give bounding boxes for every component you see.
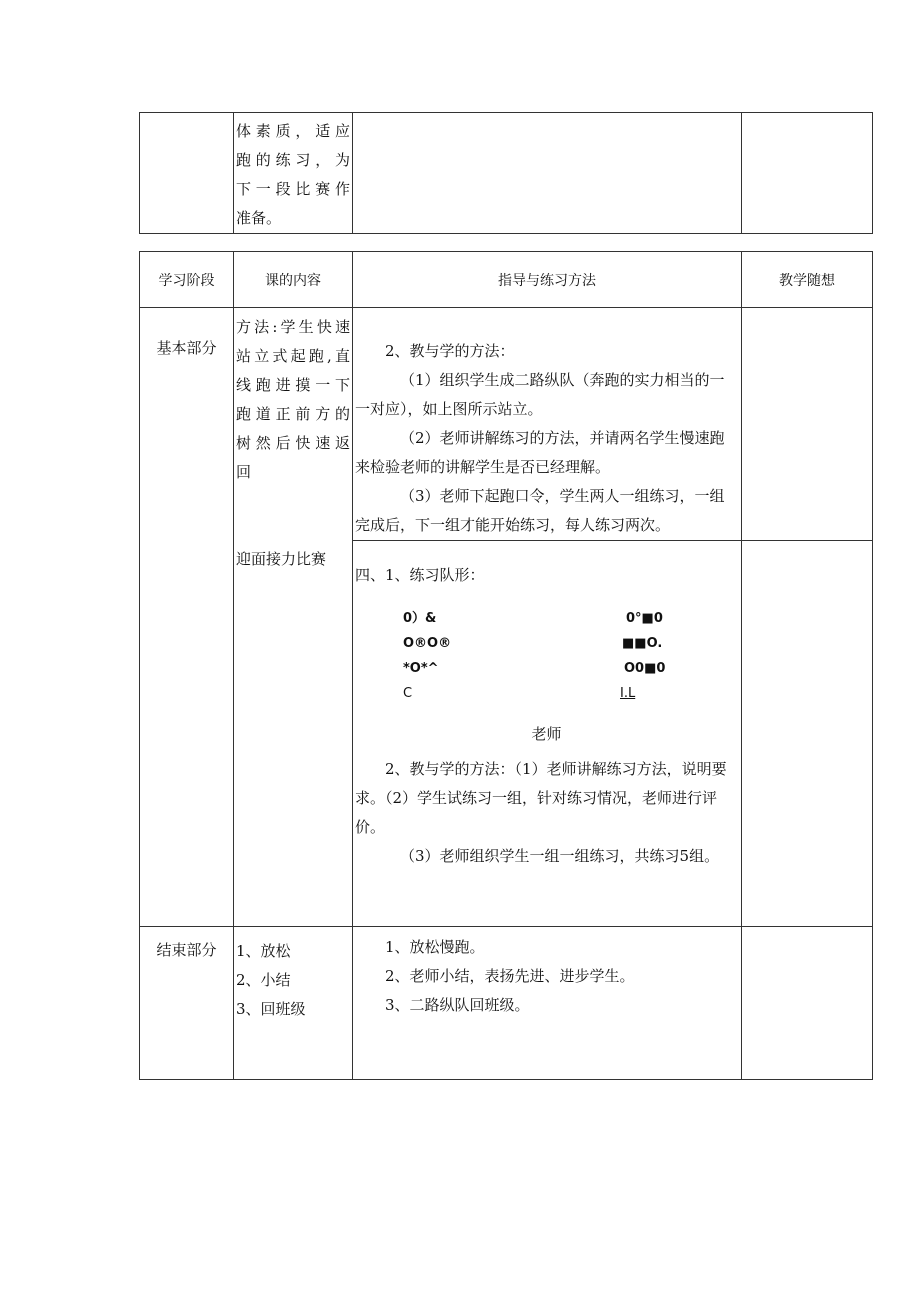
ending-method-item: 2、老师小结，表扬先进、进步学生。 bbox=[385, 967, 635, 985]
formation-left-row: 0）& bbox=[403, 611, 437, 626]
basic-content-cell bbox=[234, 308, 353, 927]
header-content: 课的内容 bbox=[234, 252, 353, 308]
ending-row bbox=[140, 927, 873, 1080]
formation-diagram bbox=[355, 606, 738, 706]
ending-content-item: 1、放松 bbox=[236, 942, 291, 960]
top-content-line: 体素质，适应 bbox=[236, 122, 350, 140]
ending-content-item: 2、小结 bbox=[236, 971, 291, 989]
basic-content-line: 站立式起跑,直 bbox=[236, 347, 350, 365]
formation-right-row: ■■O. bbox=[622, 636, 663, 651]
teacher-label: 老师 bbox=[531, 725, 562, 743]
top-notes-cell bbox=[742, 113, 873, 234]
header-row bbox=[140, 252, 873, 308]
basic-notes-cell-1 bbox=[742, 308, 873, 541]
basic-notes-cell-2 bbox=[742, 541, 873, 927]
method2-cell bbox=[353, 541, 742, 927]
formation-right-row: 0°■0 bbox=[626, 611, 663, 626]
ending-method-cell bbox=[353, 927, 742, 1080]
formation-left-row: C bbox=[403, 686, 413, 701]
method1-p2: （2）老师讲解练习的方法，并请两名学生慢速跑来检验老师的讲解学生是否已经理解。 bbox=[355, 429, 725, 476]
basic-stage-cell bbox=[140, 308, 234, 927]
formation-left-row: O®O® bbox=[403, 636, 452, 651]
basic-row-1 bbox=[140, 308, 873, 541]
basic-content-line: 方法:学生快速 bbox=[236, 318, 350, 336]
basic-content-line: 树然后快速返 bbox=[236, 434, 350, 452]
top-content-line: 下一段比赛作 bbox=[236, 180, 350, 198]
ending-notes-cell bbox=[742, 927, 873, 1080]
top-table bbox=[139, 112, 873, 234]
basic-stage-label: 基本部分 bbox=[156, 339, 217, 357]
top-stage-cell bbox=[140, 113, 234, 234]
formation-left-row: *O*^ bbox=[403, 661, 439, 676]
ending-content-cell bbox=[234, 927, 353, 1080]
ending-content-item: 3、回班级 bbox=[236, 1000, 306, 1018]
top-method-cell bbox=[353, 113, 742, 234]
basic-content-line: 跑道正前方的 bbox=[236, 405, 350, 423]
method2-p1: 2、教与学的方法：（1）老师讲解练习方法，说明要求。（2）学生试练习一组，针对练习情况，老师进行评价。 bbox=[355, 760, 727, 836]
method2-p2: （3）老师组织学生一组一组练习，共练习5组。 bbox=[400, 847, 720, 865]
ending-stage-cell bbox=[140, 927, 234, 1080]
basic-content-line: 回 bbox=[236, 463, 252, 481]
lesson-table bbox=[139, 251, 873, 1080]
method2-title: 四、1、练习队形： bbox=[355, 566, 485, 584]
ending-method-item: 3、二路纵队回班级。 bbox=[385, 996, 530, 1014]
top-content-line: 跑的练习，为 bbox=[236, 151, 350, 169]
method1-title: 2、教与学的方法： bbox=[385, 342, 515, 360]
header-stage: 学习阶段 bbox=[140, 252, 234, 308]
method1-p1: （1）组织学生成二路纵队（奔跑的实力相当的一一对应），如上图所示站立。 bbox=[355, 371, 725, 418]
formation-right-row: I.L bbox=[620, 686, 636, 701]
method1-p3: （3）老师下起跑口令，学生两人一组练习，一组完成后，下一组才能开始练习，每人练习两次。 bbox=[355, 487, 725, 534]
header-method: 指导与练习方法 bbox=[353, 252, 742, 308]
ending-method-item: 1、放松慢跑。 bbox=[385, 938, 485, 956]
header-notes: 教学随想 bbox=[742, 252, 873, 308]
method1-cell bbox=[353, 308, 742, 541]
formation-right-row: O0■0 bbox=[624, 661, 666, 676]
relay-label: 迎面接力比赛 bbox=[236, 550, 327, 568]
basic-content-line: 线跑进摸一下 bbox=[236, 376, 350, 394]
ending-stage-label: 结束部分 bbox=[156, 941, 217, 959]
top-content-cell bbox=[234, 113, 353, 234]
top-content-line: 准备。 bbox=[236, 209, 282, 227]
